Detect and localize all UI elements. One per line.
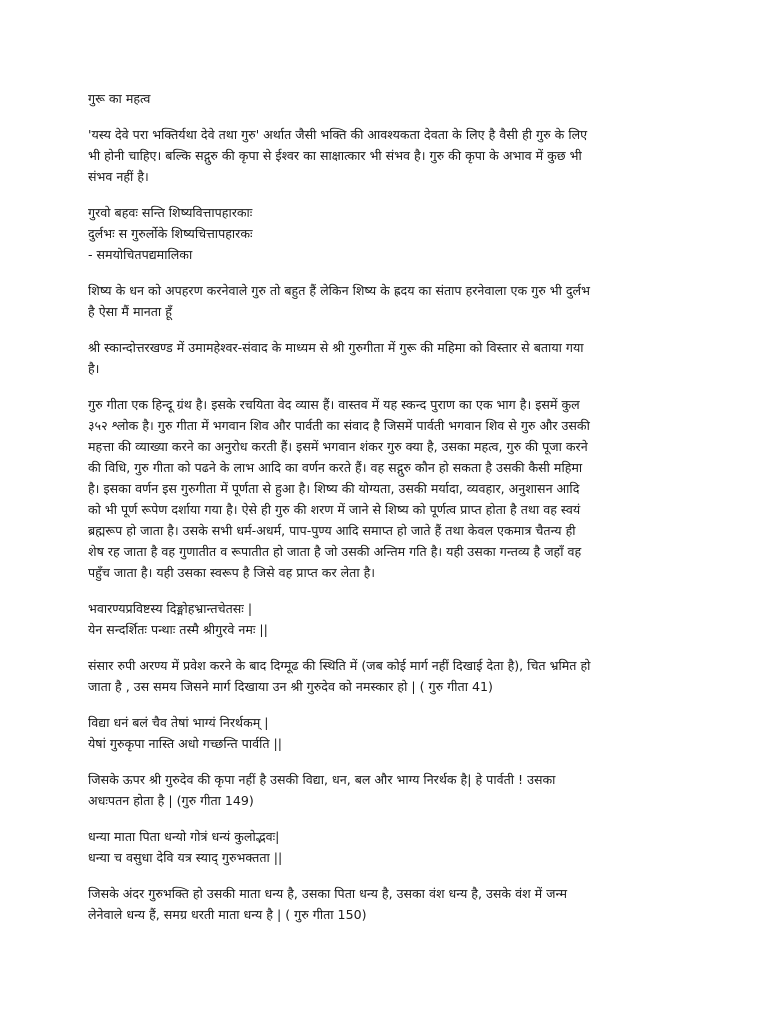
gurugita-paragraph — [88, 394, 684, 583]
verse-2-meaning — [88, 655, 684, 697]
text-line: श्री स्कान्दोत्तरखण्ड में उमामहेश्वर-संवाद के माध्यम से श्री गुरुगीता में गुरू की महिमा को विस्तार से बताया गया — [88, 340, 584, 355]
text-line: ३५२ श्लोक है। गुरु गीता में भगवान शिव और पार्वती का संवाद है जिसमें पार्वती भगवान शिव से गुरु और उसकी — [88, 418, 590, 433]
text-line: 'यस्य देवे परा भक्तिर्यथा देवे तथा गुरु' अर्थात जैसी भक्ति की आवश्यकता देवता के लिए है वैसी ही गुरु के लिए — [88, 127, 588, 142]
document-page — [88, 88, 684, 925]
text-line: भी होनी चाहिए। बल्कि सद्गुरु की कृपा से ईश्वर का साक्षात्कार भी संभव है। गुरु की कृपा के अभाव में कुछ भी — [88, 148, 582, 163]
text-line: गुरु गीता एक हिन्दू ग्रंथ है। इसके रचयिता वेद व्यास हैं। वास्तव में यह स्कन्द पुराण का एक भाग है। इसमें कुल — [88, 397, 580, 412]
text-line: शेष रह जाता है वह गुणातीत व रूपातीत हो जाता है जो उसकी अन्तिम गति है। यही उसका गन्तव्य है जहाँ वह — [88, 544, 582, 559]
document-title — [88, 88, 684, 109]
text-line: की विधि, गुरु गीता को पढने के लाभ आदि का वर्णन करते हैं। वह सद्गुरु कौन हो सकता है उसकी कैसी महिमा — [88, 460, 583, 475]
verse-4-meaning — [88, 883, 684, 925]
text-line: महत्ता की व्याख्या करने का अनुरोध करती हैं। इसमें भगवान शंकर गुरु क्या है, उसका महत्व, गुरु की पूजा करने — [88, 439, 588, 454]
verse-1-meaning — [88, 280, 684, 322]
text-line: भवारण्यप्रविष्टस्य दिङ्मोहभ्रान्तचेतसः | — [88, 601, 253, 616]
text-line: पहुँच जाता है। यही उसका स्वरूप है जिसे वह प्राप्त कर लेता है। — [88, 565, 376, 580]
sanskrit-verse-4 — [88, 826, 684, 868]
text-line: लेनेवाले धन्य हैं, समग्र धरती माता धन्य है | ( गुरु गीता 150) — [88, 907, 367, 922]
text-line: अधःपतन होता है | (गुरु गीता 149) — [88, 793, 254, 808]
text-line: है। इसका वर्णन इस गुरुगीता में पूर्णता से हुआ है। शिष्य की योग्यता, उसकी मर्यादा, व्यवहार, अनुशासन आदि — [88, 481, 580, 496]
text-line: संसार रुपी अरण्य में प्रवेश करने के बाद दिग्मूढ की स्थिति में (जब कोई मार्ग नहीं दिखाई देता है), चित भ्रमित हो — [88, 658, 591, 673]
verse-3-meaning — [88, 769, 684, 811]
text-line: है ऐसा मैं मानता हूँ — [88, 304, 172, 319]
text-line: विद्या धनं बलं चैव तेषां भाग्यं निरर्थकम् | — [88, 715, 269, 730]
text-line: जाता है , उस समय जिसने मार्ग दिखाया उन श्री गुरुदेव को नमस्कार हो | ( गुरु गीता 41) — [88, 679, 493, 694]
sanskrit-verse-2 — [88, 598, 684, 640]
text-line: संभव नहीं है। — [88, 169, 149, 184]
text-line: येषां गुरुकृपा नास्ति अधो गच्छन्ति पार्वति || — [88, 736, 283, 751]
text-line: धन्या च वसुधा देवि यत्र स्याद् गुरुभक्तता || — [88, 850, 283, 865]
text-line: जिसके अंदर गुरुभक्ति हो उसकी माता धन्य है, उसका पिता धन्य है, उसका वंश धन्य है, उसके वंश में जन्म — [88, 886, 568, 901]
text-line: येन सन्दर्शितः पन्थाः तस्मै श्रीगुरवे नमः || — [88, 622, 268, 637]
text-line: ब्रह्मरूप हो जाता है। उसके सभी धर्म-अधर्म, पाप-पुण्य आदि समाप्त हो जाते हैं तथा केवल एकमात्र चैतन्य ही — [88, 523, 576, 538]
sanskrit-verse-3 — [88, 712, 684, 754]
text-line: गुरवो बहवः सन्ति शिष्यवित्तापहारकाः — [88, 205, 253, 220]
intro-paragraph — [88, 124, 684, 187]
skanda-paragraph — [88, 337, 684, 379]
text-line: शिष्य के धन को अपहरण करनेवाले गुरु तो बहुत हैं लेकिन शिष्य के ह्रदय का संताप हरनेवाला एक गुरु भी दुर्लभ — [88, 283, 590, 298]
text-line: जिसके ऊपर श्री गुरुदेव की कृपा नहीं है उसकी विद्या, धन, बल और भाग्य निरर्थक है| हे पार्वती ! उसका — [88, 772, 556, 787]
text-line: है। — [88, 361, 100, 376]
text-line: दुर्लभः स गुरुर्लोके शिष्यचित्तापहारकः — [88, 226, 253, 241]
sanskrit-verse-1 — [88, 202, 684, 265]
text-line: - समयोचितपद्यमालिका — [88, 247, 193, 262]
text-line: को भी पूर्ण रूपेण दर्शाया गया है। ऐसे ही गुरु की शरण में जाने से शिष्य को पूर्णत्व प्राप्त होता है तथा वह स्वयं — [88, 502, 581, 517]
text-line: धन्या माता पिता धन्यो गोत्रं धन्यं कुलोद्भवः| — [88, 829, 280, 844]
text-line: गुरू का महत्व — [88, 91, 151, 106]
